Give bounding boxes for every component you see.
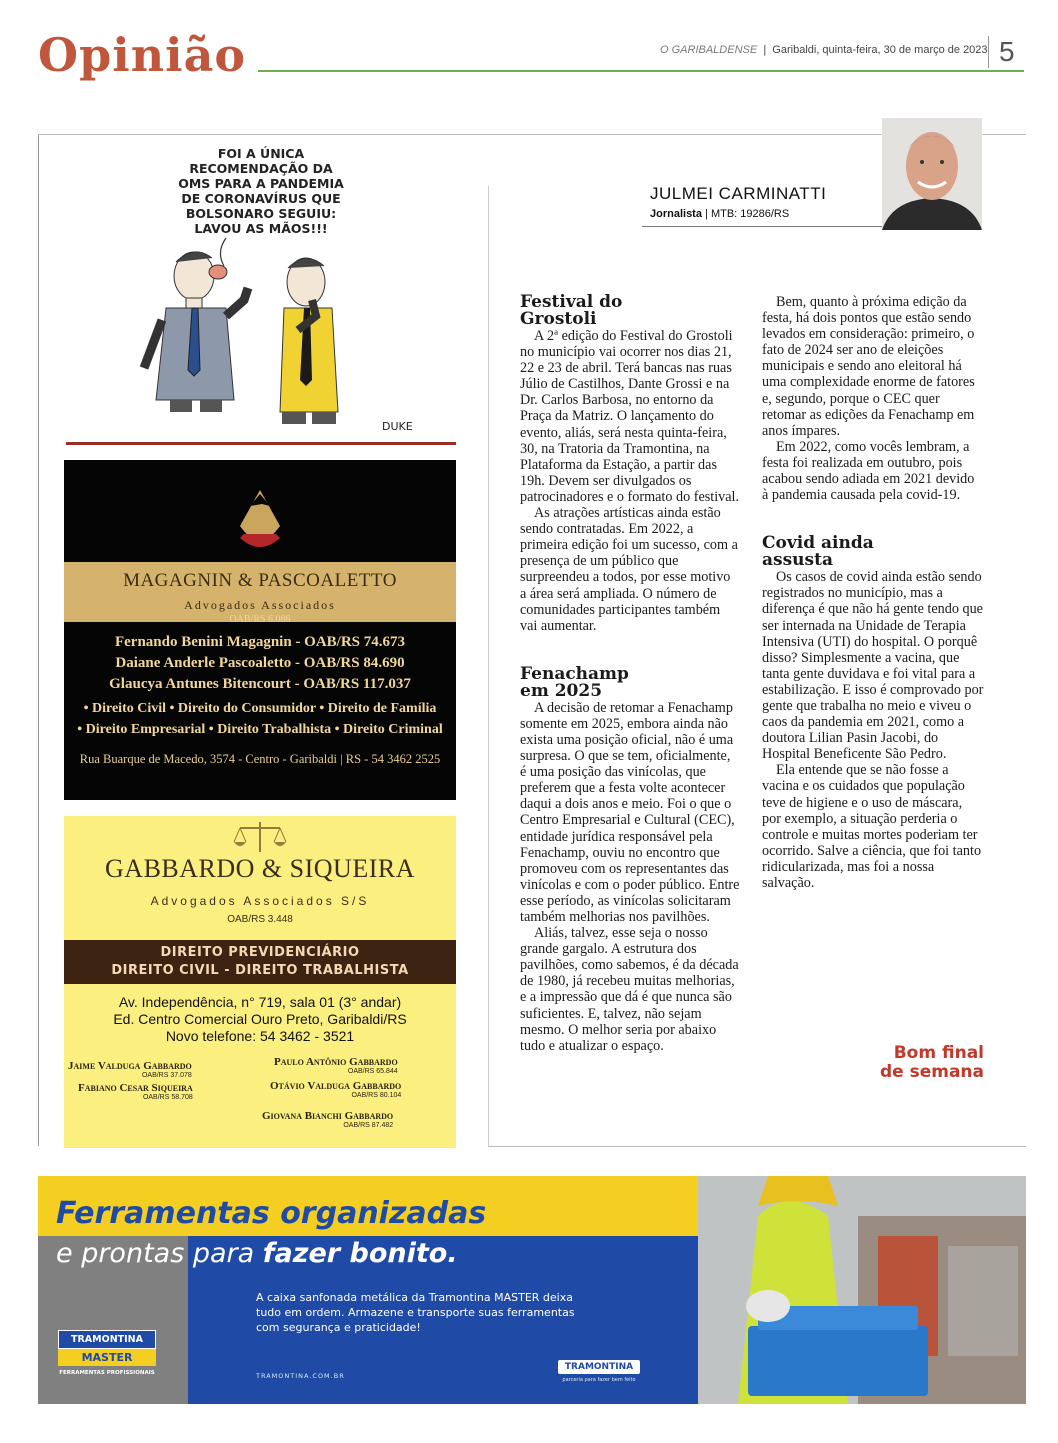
paragraph: A 2ª edição do Festival do Grostoli no município vai ocorrer nos dias 21, 22 e 23 de abril. Terá bancas nas ruas Júlio de Castilhos, Dante Grossi e na Dr. Carlos Barbosa, no entorno da Praça da Matriz. O lançamento do evento, aliás, será nesta quinta-feira, 30, na Tratoria da Tramontina, na Plataforma da Estação, a partir das 19h. Devem ser divulgados os patrocinadores e o formato do festival. [520, 328, 740, 505]
lawyer-item: Fernando Benini Magagnin - OAB/RS 74.673 [114, 634, 406, 650]
cartoon-rule [66, 442, 456, 445]
scales-icon [64, 818, 456, 858]
firm-subtitle: Advogados Associados [184, 598, 336, 612]
dateline: O GARIBALDENSE | Garibaldi, quinta-feira, 30 de março de 2023 [660, 44, 988, 56]
lawyer-item: Jaime Valduga Gabbardo OAB/RS 37.078 [68, 1060, 192, 1079]
lawyer-item: Fabiano Cesar Siqueira OAB/RS 58.708 [78, 1082, 193, 1101]
firm-logo-icon [64, 460, 456, 560]
lawyer-list [64, 632, 456, 695]
firm-oab: OAB/RS 6.086 [229, 614, 291, 625]
paragraph: Os casos de covid ainda estão sendo registrados no município, mas a diferença é que não há gente tendo que ser internada na Unidade de Terapia Intensiva (UTI) do hospital. O porquê disso? Simplesmente a vacina, que tanta gente duvidava e foi vital para a estabilização. E isso é comprovado por gente que trabalha no meio e viveu o caos da pandemia em 2021, como a doutora Lilian Pasin Jacobi, do Hospital Beneficente São Pedro. [762, 569, 984, 763]
ad-gabbardo-siqueira[interactable] [64, 816, 456, 1148]
paragraph: As atrações artísticas ainda estão sendo contratadas. Em 2022, a primeira edição foi um sucesso, com a presença de um público que surpreendeu a todos, por esse motivo a área será ampliada. O número de comunidades participantes também vai aumentar. [520, 505, 738, 634]
lawyer-item: Otávio Valduga Gabbardo OAB/RS 80.104 [270, 1080, 402, 1099]
ad-url[interactable]: TRAMONTINA.COM.BR [256, 1372, 345, 1380]
closing-greeting: Bom final de semana [879, 1043, 984, 1082]
byline-rule [642, 226, 882, 227]
column-divider [488, 186, 489, 1146]
paragraph: Aliás, talvez, esse seja o nosso grande gargalo. A estrutura dos pavilhões, como sabemos, é da década de 1980, já recebeu muitas melhorias, e a impressão que dá é que nunca são suficientes. E, talvez, não sejam mesmo. O melhor seria por abaixo tudo e atualizar o espaço. [520, 925, 739, 1054]
article-column-1 [520, 294, 740, 1054]
section-heading-fenachamp: Fenachamp em 2025 [520, 663, 629, 701]
firm-name: GABBARDO & SIQUEIRA [105, 854, 415, 883]
columnist-portrait [882, 118, 982, 230]
paragraph: A decisão de retomar a Fenachamp somente em 2025, embora ainda não exista uma posição oficial, não é uma surpresa. O que se tem, oficialmente, é uma posição das vinícolas, que preferem que a festa volte acontecer daqui a dois anos e meio. Foi o que o Centro Empresarial e Cultural (CEC), entidade jurídica responsável pela Fenachamp, ouviu no encontro que promoveu com os representantes das vinícolas e com o poder público. Entre esse período, as vinícolas solicitaram também melhorias nos pavilhões. [520, 699, 740, 925]
worker-toolbox-photo [698, 1176, 1026, 1404]
ad-subheadline: e prontas para fazer bonito. [56, 1238, 458, 1269]
page-number: 5 [988, 36, 1035, 68]
practice-areas-band: DIREITO PREVIDENCIÁRIO DIREITO CIVIL - DIREITO TRABALHISTA [64, 940, 456, 984]
cartoon-speech: FOI A ÚNICA RECOMENDAÇÃO DA OMS PARA A PANDEMIA DE CORONAVÍRUS QUE BOLSONARO SEGUIU: LAVOU AS MÃOS!!! [178, 146, 344, 236]
firm-name: MAGAGNIN & PASCOALETTO [123, 570, 397, 591]
section-heading-festival: Festival do Grostoli [520, 292, 623, 329]
paragraph: Bem, quanto à próxima edição da festa, há dois pontos que estão sendo levados em consideração: primeiro, o fato de 2024 ser ano de eleições municipais e sendo ano eleitoral há uma complexidade enorme de fatores e, segundo, porque o CEC quer retomar as edições da Fenachamp em anos ímpares. [762, 294, 975, 439]
ad-tramontina-master[interactable] [38, 1176, 1026, 1404]
ad-headline: Ferramentas organizadas [56, 1196, 487, 1231]
columnist-name: JULMEI CARMINATTI [650, 184, 827, 203]
publication-name: O GARIBALDENSE [660, 44, 758, 56]
ad-magagnin-pascoaletto[interactable] [64, 460, 456, 800]
bottom-frame-line [488, 1146, 1026, 1147]
practice-areas: • Direito Civil • Direito do Consumidor • Direito de Família • Direito Empresarial • Direito Trabalhista • Direito Criminal [77, 701, 443, 737]
article-column-2 [762, 294, 984, 891]
left-frame-line [38, 134, 39, 1146]
ad-body-text: A caixa sanfonada metálica da Tramontina MASTER deixa tudo em ordem. Armazene e transporte suas ferramentas com segurança e praticidade! [256, 1291, 575, 1334]
section-heading-covid: Covid ainda assusta [762, 533, 874, 571]
lawyer-item: Daiane Anderle Pascoaletto - OAB/RS 84.690 [115, 655, 405, 671]
paragraph: Ela entende que se não fosse a vacina e os cuidados que população teve de higiene e o uso de máscara, por exemplo, a situação perderia o controle e muitas mortes poderiam ter ocorrido. Salve a ciência, que foi tanto ridicularizada, mas foi a nossa salvação. [762, 762, 982, 891]
firm-oab: OAB/RS 3.448 [227, 914, 293, 925]
date-text: Garibaldi, quinta-feira, 30 de março de 2023 [772, 44, 988, 56]
editorial-cartoon [66, 140, 456, 440]
tramontina-master-logo: TRAMONTINA MASTER FERRAMENTAS PROFISSIONAIS [58, 1330, 156, 1376]
cartoon-drawing [66, 140, 456, 440]
section-title: Opinião [38, 28, 247, 82]
tramontina-brand-logo: TRAMONTINA parceria para fazer bem feito [558, 1360, 640, 1383]
firm-address: Rua Buarque de Macedo, 3574 - Centro - Garibaldi | RS - 54 3462 2525 [79, 752, 441, 766]
cartoon-signature: DUKE [382, 420, 413, 433]
columnist-role: Jornalista | MTB: 19286/RS [650, 208, 790, 220]
header-rule [258, 70, 1024, 72]
lawyer-item: Giovana Bianchi Gabbardo OAB/RS 87.482 [262, 1110, 394, 1129]
lawyer-item: Paulo Antônio Gabbardo OAB/RS 65.844 [274, 1056, 398, 1075]
top-frame-line [38, 134, 1026, 135]
lawyer-item: Glaucya Antunes Bitencourt - OAB/RS 117.037 [109, 676, 411, 692]
paragraph: Em 2022, como vocês lembram, a festa foi realizada em outubro, pois acabou sendo adiada em 2021 devido à pandemia causada pela covid-19. [762, 438, 975, 504]
firm-subtitle: Advogados Associados S/S [150, 894, 370, 908]
firm-address: Av. Independência, n° 719, sala 01 (3° andar) Ed. Centro Comercial Ouro Preto, Garibaldi/RS Novo telefone: 54 3462 - 3521 [113, 994, 407, 1044]
